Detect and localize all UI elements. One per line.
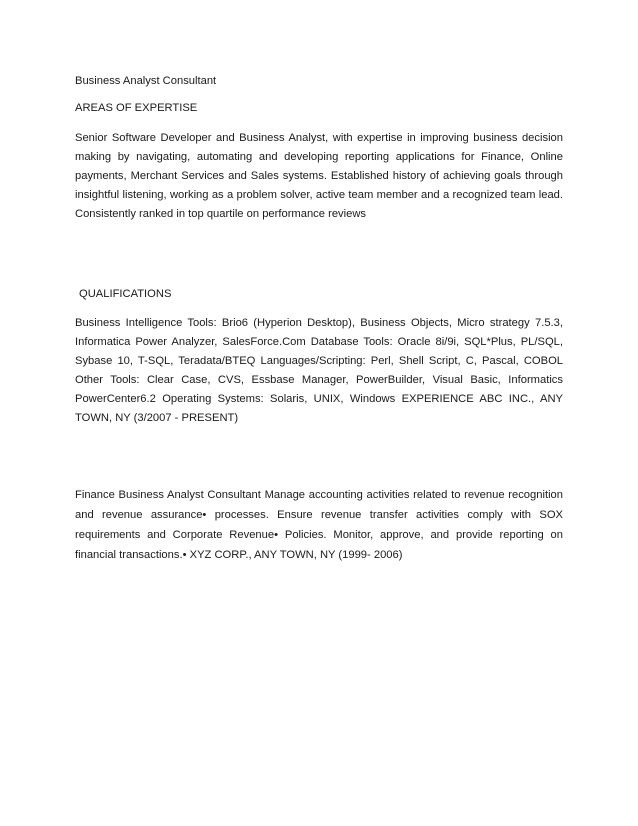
qualifications-heading: QUALIFICATIONS bbox=[79, 288, 172, 300]
experience-paragraph: Finance Business Analyst Consultant Manage accounting activities related to revenue recognition and revenue assurance• processes. Ensure revenue transfer activities comply with SOX requirements and Corporate Revenue• Policies. Monitor, approve, and provide reporting on financial transactions.• XYZ CORP., ANY TOWN, NY (1999- 2006) bbox=[75, 489, 563, 561]
areas-of-expertise-paragraph: Senior Software Developer and Business Analyst, with expertise in improving business decision making by navigating, automating and developing reporting applications for Finance, Online payments, Merchant Services and Sales systems. Established history of achieving goals through insightful listening, working as a problem solver, active team member and a recognized team lead. Consistently ranked in top quartile on performance reviews bbox=[75, 132, 563, 220]
qualifications-paragraph: Business Intelligence Tools: Brio6 (Hyperion Desktop), Business Objects, Micro strategy 7.5.3, Informatica Power Analyzer, SalesForce.Com Database Tools: Oracle 8i/9i, SQL*Plus, PL/SQL, Sybase 10, T-SQL, Teradata/BTEQ Languages/Scripting: Perl, Shell Script, C, Pascal, COBOL Other Tools: Clear Case, CVS, Essbase Manager, PowerBuilder, Visual Basic, Informatics PowerCenter6.2 Operating Systems: Solaris, UNIX, Windows EXPERIENCE ABC INC., ANY TOWN, NY (3/2007 - PRESENT) bbox=[75, 317, 563, 424]
document-title: Business Analyst Consultant bbox=[75, 75, 217, 87]
areas-of-expertise-heading: AREAS OF EXPERTISE bbox=[75, 102, 198, 114]
